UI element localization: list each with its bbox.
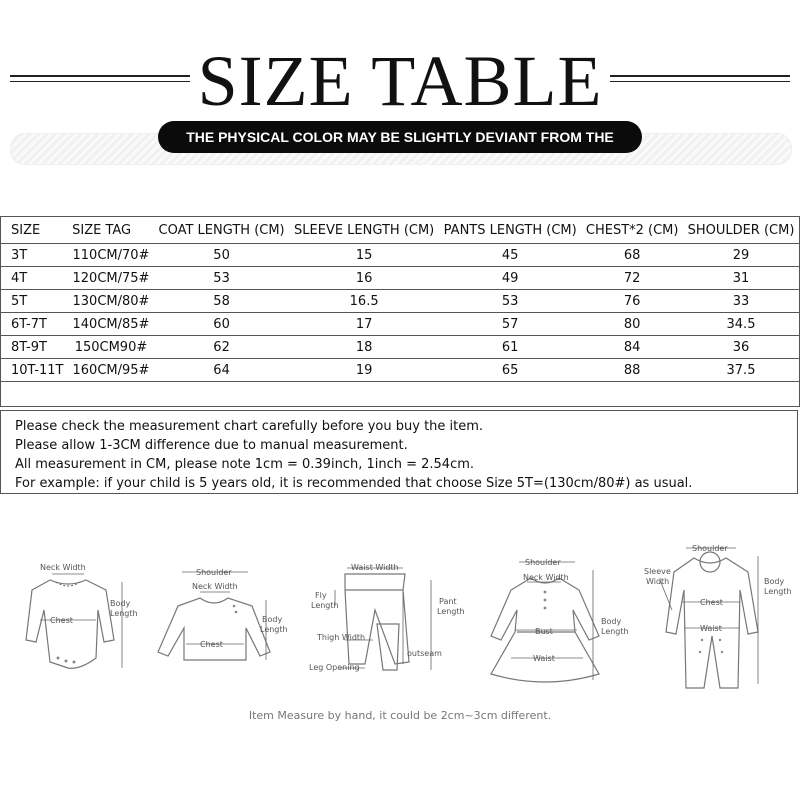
table-row [1, 290, 800, 313]
dress-diagram [475, 540, 635, 690]
note-line: Please allow 1-3CM difference due to manual measurement. [15, 438, 408, 453]
cell-chest: 84 [581, 336, 683, 359]
cell-shoulder: 29 [683, 244, 800, 267]
cell-size-tag: 140CM/85# [68, 313, 154, 336]
dress-body-label: Body [601, 617, 622, 626]
dress-neck-label: Neck Width [523, 573, 569, 582]
cell-shoulder: 36 [683, 336, 800, 359]
jumpsuit-waist-label: Waist [700, 624, 722, 633]
measurement-caption: Item Measure by hand, it could be 2cm~3cm different. [248, 709, 552, 722]
table-row [1, 267, 800, 290]
jumpsuit-sleeve-label: Sleeve [644, 567, 671, 576]
pants-pant-length-label: Length [437, 607, 465, 616]
cell-coat-length: 53 [154, 267, 289, 290]
cell-coat-length: 50 [154, 244, 289, 267]
shirt-diagram [150, 540, 300, 690]
pants-outseam-label: outseam [407, 649, 442, 658]
cell-size: 4T [1, 267, 69, 290]
romper-chest-label: Chest [50, 616, 73, 625]
cell-shoulder: 34.5 [683, 313, 800, 336]
pants-waist-label: Waist Width [351, 563, 399, 572]
shirt-body-label: Body [262, 615, 283, 624]
shirt-length-label: Length [260, 625, 288, 634]
cell-chest: 80 [581, 313, 683, 336]
table-blank-row [1, 382, 800, 407]
note-line: For example: if your child is 5 years old, it is recommended that choose Size 5T=(130cm/80#) as usual. [15, 476, 693, 491]
cell-size-tag: 130CM/80# [68, 290, 154, 313]
cell-coat-length: 64 [154, 359, 289, 382]
cell-chest: 76 [581, 290, 683, 313]
cell-size: 10T-11T [1, 359, 69, 382]
jumpsuit-length-label: Length [764, 587, 792, 596]
cell-size: 5T [1, 290, 69, 313]
blank-cell [1, 382, 800, 407]
col-header-coat-length: COAT LENGTH (CM) [154, 217, 289, 244]
measurement-diagrams [0, 540, 800, 700]
cell-size-tag: 110CM/70# [68, 244, 154, 267]
cell-size: 3T [1, 244, 69, 267]
cell-size: 6T-7T [1, 313, 69, 336]
romper-body-label: Body [110, 599, 131, 608]
cell-coat-length: 62 [154, 336, 289, 359]
cell-size-tag: 160CM/95# [68, 359, 154, 382]
cell-shoulder: 33 [683, 290, 800, 313]
cell-sleeve-length: 19 [289, 359, 439, 382]
romper-diagram [10, 540, 150, 690]
cell-size-tag: 150CM90# [68, 336, 154, 359]
dress-shoulder-label: Shoulder [525, 558, 561, 567]
cell-chest: 68 [581, 244, 683, 267]
shirt-chest-label: Chest [200, 640, 223, 649]
cell-sleeve-length: 16 [289, 267, 439, 290]
col-header-shoulder: SHOULDER (CM) [683, 217, 800, 244]
table-header-row [1, 217, 800, 244]
page-title: SIZE TABLE [197, 41, 603, 121]
measurement-notes [0, 410, 798, 494]
cell-chest: 72 [581, 267, 683, 290]
note-line: Please check the measurement chart carefully before you buy the item. [15, 419, 484, 434]
size-table [0, 216, 800, 407]
cell-sleeve-length: 15 [289, 244, 439, 267]
cell-chest: 88 [581, 359, 683, 382]
dress-bust-label: Bust [535, 627, 553, 636]
pants-diagram [305, 540, 470, 690]
cell-pants-length: 45 [439, 244, 581, 267]
col-header-size: SIZE [1, 217, 69, 244]
pants-fly-length-label: Length [311, 601, 339, 610]
table-row [1, 336, 800, 359]
jumpsuit-sleeve-width-label: Width [646, 577, 670, 586]
dress-length-label: Length [601, 627, 629, 636]
jumpsuit-shoulder-label: Shoulder [692, 544, 728, 553]
cell-shoulder: 31 [683, 267, 800, 290]
jumpsuit-diagram [640, 540, 795, 690]
cell-pants-length: 57 [439, 313, 581, 336]
pants-thigh-label: Thigh Width [317, 633, 366, 642]
cell-coat-length: 60 [154, 313, 289, 336]
shirt-neck-label: Neck Width [192, 582, 238, 591]
cell-pants-length: 61 [439, 336, 581, 359]
cell-shoulder: 37.5 [683, 359, 800, 382]
note-line: All measurement in CM, please note 1cm = 0.39inch, 1inch = 2.54cm. [15, 457, 475, 472]
cell-coat-length: 58 [154, 290, 289, 313]
table-row [1, 359, 800, 382]
cell-pants-length: 65 [439, 359, 581, 382]
table-row [1, 244, 800, 267]
col-header-chest: CHEST*2 (CM) [581, 217, 683, 244]
pants-leg-opening-label: Leg Opening [309, 663, 360, 672]
col-header-sleeve-length: SLEEVE LENGTH (CM) [289, 217, 439, 244]
pants-fly-label: Fly [315, 591, 327, 600]
cell-pants-length: 49 [439, 267, 581, 290]
cell-sleeve-length: 18 [289, 336, 439, 359]
pants-pant-label: Pant [439, 597, 457, 606]
dress-waist-label: Waist [533, 654, 555, 663]
col-header-pants-length: PANTS LENGTH (CM) [439, 217, 581, 244]
table-row [1, 313, 800, 336]
romper-neck-label: Neck Width [40, 563, 86, 572]
cell-size-tag: 120CM/75# [68, 267, 154, 290]
cell-sleeve-length: 17 [289, 313, 439, 336]
cell-size: 8T-9T [1, 336, 69, 359]
jumpsuit-body-label: Body [764, 577, 785, 586]
color-disclaimer-banner: THE PHYSICAL COLOR MAY BE SLIGHTLY DEVIANT FROM THE PICTURE [158, 121, 642, 153]
romper-length-label: Length [110, 609, 138, 618]
col-header-size-tag: SIZE TAG [68, 217, 154, 244]
cell-sleeve-length: 16.5 [289, 290, 439, 313]
shirt-shoulder-label: Shoulder [196, 568, 232, 577]
jumpsuit-chest-label: Chest [700, 598, 723, 607]
cell-pants-length: 53 [439, 290, 581, 313]
